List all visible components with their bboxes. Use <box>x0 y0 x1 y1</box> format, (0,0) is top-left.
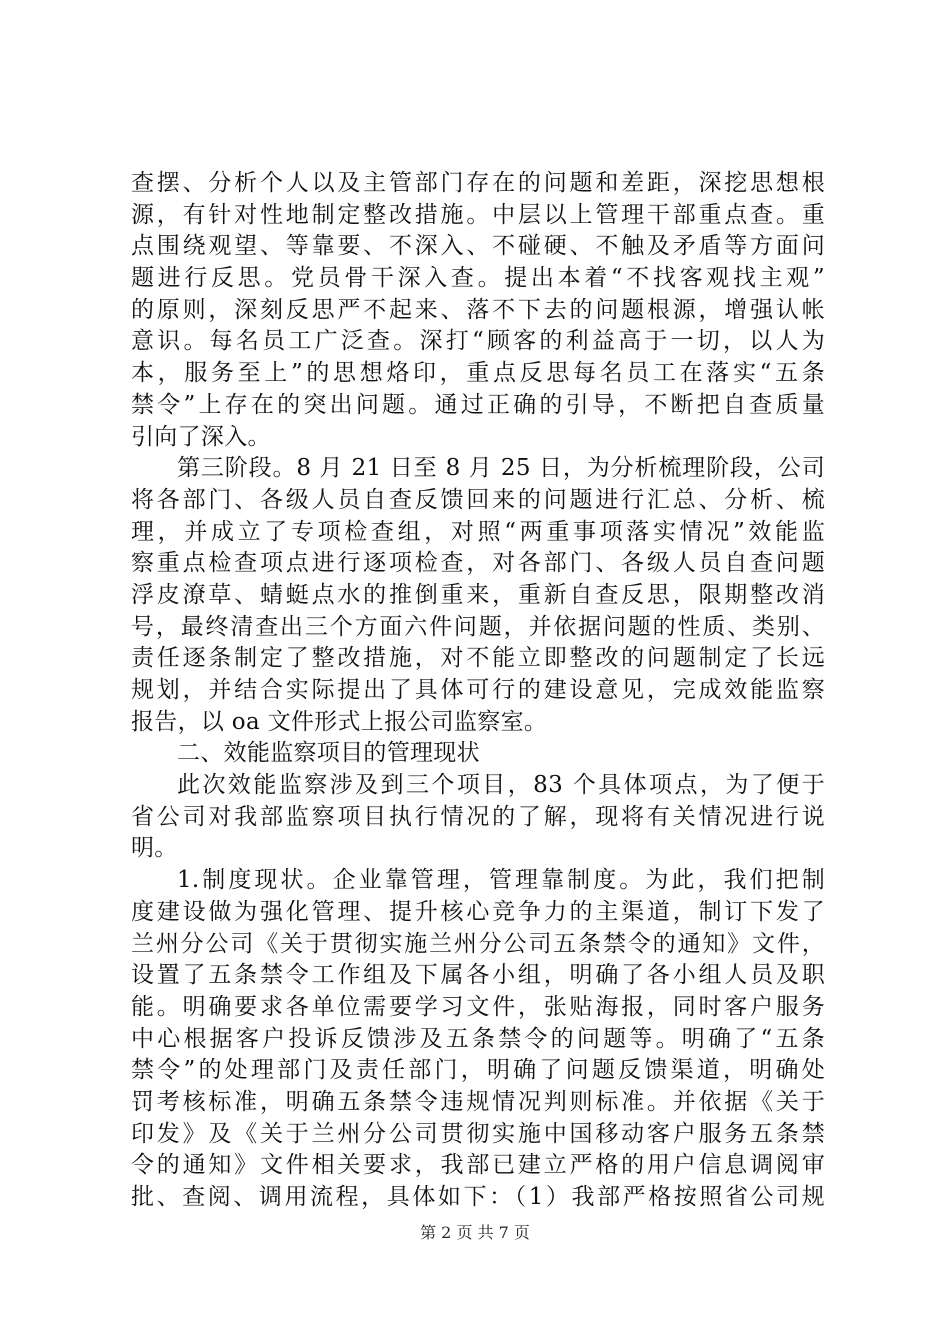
text-line: 批、查阅、调用流程，具体如下：（1）我部严格按照省公司规 <box>131 1184 825 1210</box>
text-line: 的原则，深刻反思严不起来、落不下去的问题根源，增强认帐 <box>131 296 825 323</box>
document-body <box>131 168 825 1214</box>
text-line: 本，服务至上”的思想烙印，重点反思每名员工在落实“五条 <box>131 360 825 387</box>
text-line: 能。明确要求各单位需要学习文件，张贴海报，同时客户服务 <box>131 993 825 1020</box>
text-line: 源，有针对性地制定整改措施。中层以上管理干部重点查。重 <box>131 201 825 228</box>
text-line: 禁令”的处理部门及责任部门，明确了问题反馈渠道，明确处 <box>131 1057 825 1084</box>
text-line: 号，最终清查出三个方面六件问题，并依据问题的性质、类别、 <box>131 613 825 640</box>
page-number-footer: 第 2 页 共 7 页 <box>420 1223 530 1242</box>
paragraph-first-line: 此次效能监察涉及到三个项目，83 个具体项点，为了便于 <box>177 772 825 799</box>
text-line: 将各部门、各级人员自查反馈回来的问题进行汇总、分析、梳 <box>131 486 825 513</box>
paragraph-first-line: 第三阶段。8 月 21 日至 8 月 25 日，为分析梳理阶段，公司 <box>177 455 825 482</box>
text-line: 意识。每名员工广泛查。深打“顾客的利益高于一切，以人为 <box>131 328 825 355</box>
text-line: 度建设做为强化管理、提升核心竞争力的主渠道，制订下发了 <box>131 898 825 925</box>
text-line: 规划，并结合实际提出了具体可行的建设意见，完成效能监察 <box>131 677 825 703</box>
text-line: 令的通知》文件相关要求，我部已建立严格的用户信息调阅审 <box>131 1152 825 1179</box>
text-line: 明。 <box>131 835 178 862</box>
text-line: 罚考核标准，明确五条禁令违规情况判则标准。并依据《关于 <box>131 1088 825 1115</box>
text-line: 浮皮潦草、蜻蜓点水的推倒重来，重新自查反思，限期整改消 <box>131 581 825 608</box>
text-line: 禁令”上存在的突出问题。通过正确的引导，不断把自查质量 <box>131 391 825 418</box>
text-line: 中心根据客户投诉反馈涉及五条禁令的问题等。明确了“五条 <box>131 1025 825 1052</box>
text-line: 兰州分公司《关于贯彻实施兰州分公司五条禁令的通知》文件， <box>131 930 825 957</box>
text-line: 报告，以 oa 文件形式上报公司监察室。 <box>131 708 548 735</box>
text-line: 察重点检查项点进行逐项检查，对各部门、各级人员自查问题 <box>131 550 825 577</box>
text-line: 理，并成立了专项检查组，对照“两重事项落实情况”效能监 <box>131 518 825 545</box>
text-line: 省公司对我部监察项目执行情况的了解，现将有关情况进行说 <box>131 803 825 830</box>
text-line: 题进行反思。党员骨干深入查。提出本着“不找客观找主观” <box>131 265 825 292</box>
text-line: 印发》及《关于兰州分公司贯彻实施中国移动客户服务五条禁 <box>131 1120 825 1147</box>
text-line: 引向了深入。 <box>131 423 271 450</box>
text-line: 查摆、分析个人以及主管部门存在的问题和差距，深挖思想根 <box>131 170 825 196</box>
section-heading: 二、效能监察项目的管理现状 <box>177 740 480 767</box>
text-line: 设置了五条禁令工作组及下属各小组，明确了各小组人员及职 <box>131 962 825 989</box>
paragraph-first-line: 1.制度现状。企业靠管理，管理靠制度。为此，我们把制 <box>177 867 825 894</box>
text-line: 点围绕观望、等靠要、不深入、不碰硬、不触及矛盾等方面问 <box>131 233 825 260</box>
text-line: 责任逐条制定了整改措施，对不能立即整改的问题制定了长远 <box>131 645 825 672</box>
